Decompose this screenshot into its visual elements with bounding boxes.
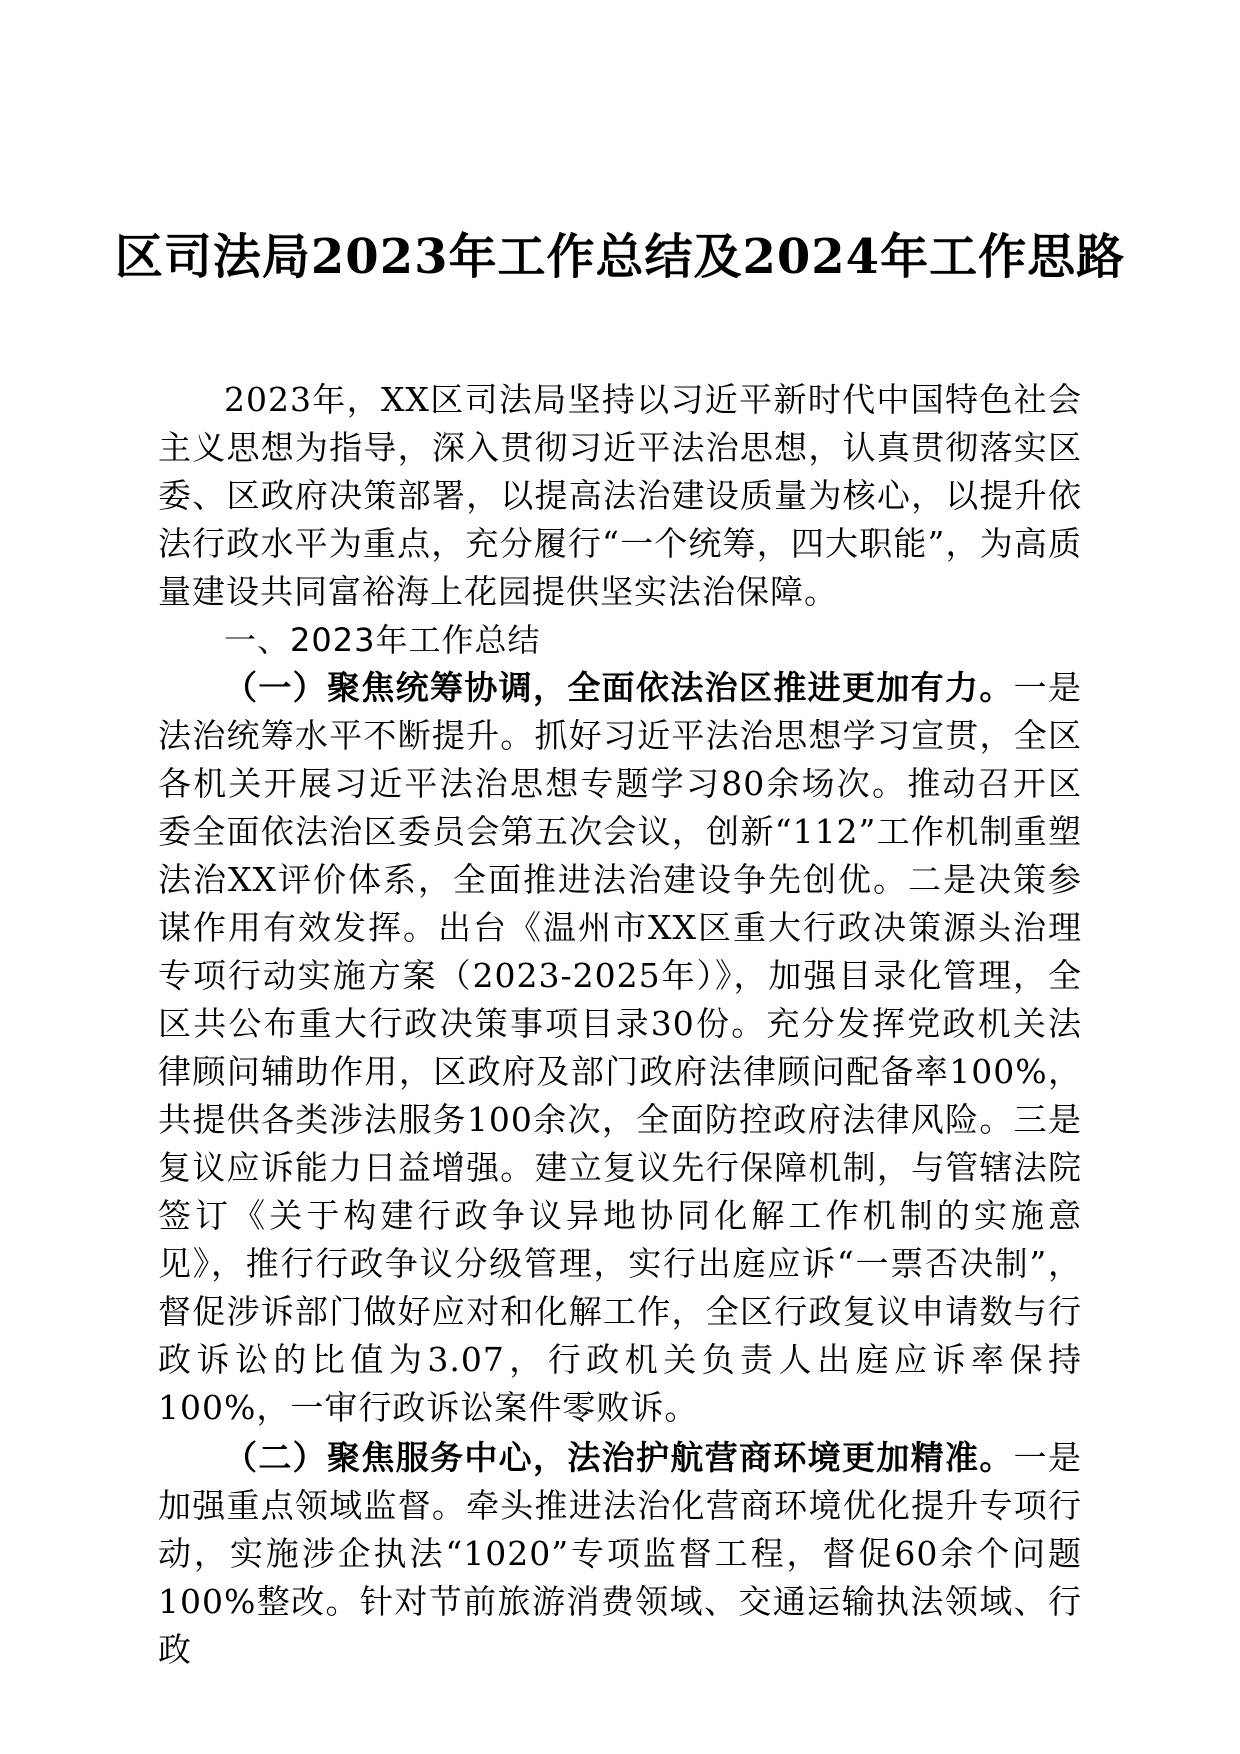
subsection-1-paragraph: [158, 664, 1082, 1432]
subsection-2-body: 一是加强重点领域监督。牵头推进法治化营商环境优化提升专项行动，实施涉企执法“1020”专项监督工程，督促60余个问题100%整改。针对节前旅游消费领域、交通运输执法领域、行政: [158, 1438, 1083, 1669]
subsection-1-lead: （一）聚焦统筹协调，全面依法治区推进更加有力。: [224, 668, 1014, 707]
subsection-2-paragraph: [158, 1434, 1082, 1674]
subsection-2-lead: （二）聚焦服务中心，法治护航营商环境更加精准。: [224, 1438, 1014, 1477]
document-title: 区司法局2023年工作总结及2024年工作思路: [114, 229, 1126, 285]
intro-paragraph: 2023年，XX区司法局坚持以习近平新时代中国特色社会主义思想为指导，深入贯彻习近平法治思想，认真贯彻落实区委、区政府决策部署，以提高法治建设质量为核心，以提升依法行政水平为重点，充分履行“一个统筹，四大职能”，为高质量建设共同富裕海上花园提供坚实法治保障。: [158, 380, 1082, 611]
section-heading-work-summary: 一、2023年工作总结: [224, 621, 541, 659]
subsection-1-body: 一是法治统筹水平不断提升。抓好习近平法治思想学习宣贯，全区各机关开展习近平法治思想专题学习80余场次。推动召开区委全面依法治区委员会第五次会议，创新“112”工作机制重塑法治XX评价体系，全面推进法治建设争先创优。二是决策参谋作用有效发挥。出台《温州市XX区重大行政决策源头治理专项行动实施方案（2023-2025年）》，加强目录化管理，全区共公布重大行政决策事项目录30份。充分发挥党政机关法律顾问辅助作用，区政府及部门政府法律顾问配备率100%，共提供各类涉法服务100余次，全面防控政府法律风险。三是复议应诉能力日益增强。建立复议先行保障机制，与管辖法院签订《关于构建行政争议异地协同化解工作机制的实施意见》，推行行政争议分级管理，实行出庭应诉“一票否决制”，督促涉诉部门做好应对和化解工作，全区行政复议申请数与行政诉讼的比值为3.07，行政机关负责人出庭应诉率保持100%，一审行政诉讼案件零败诉。: [158, 668, 1083, 1427]
document-body: [158, 376, 1082, 1674]
